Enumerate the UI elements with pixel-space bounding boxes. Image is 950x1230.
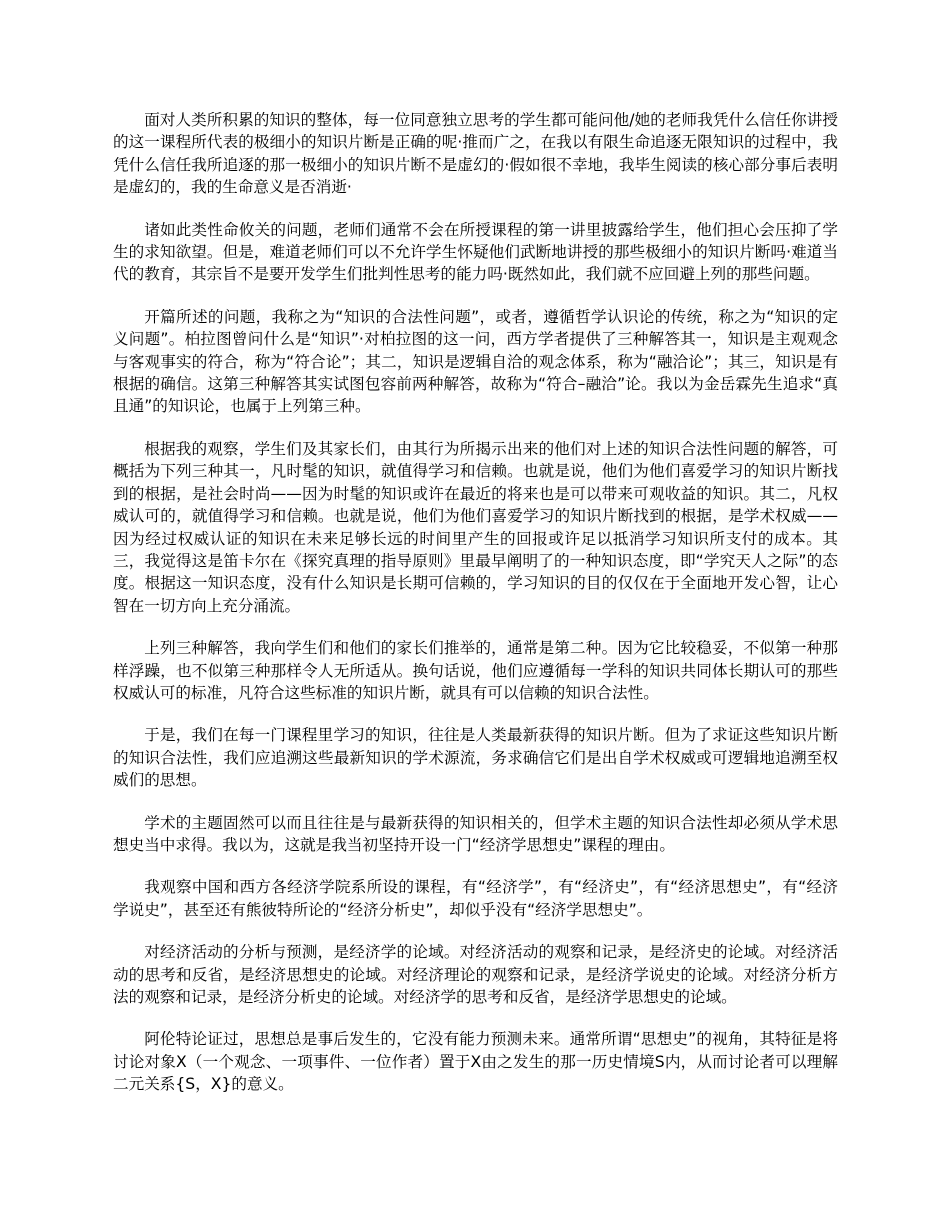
document-body xyxy=(113,109,838,1116)
paragraph-2: 诸如此类性命攸关的问题，老师们通常不会在所授课程的第一讲里披露给学生，他们担心会压抑了学生的求知欲望。但是，难道老师们可以不允许学生怀疑他们武断地讲授的那些极细小的知识片断吗·难道当代的教育，其宗旨不是要开发学生们批判性思考的能力吗·既然如此，我们就不应回避上列的那些问题。 xyxy=(113,220,838,284)
paragraph-1: 面对人类所积累的知识的整体，每一位同意独立思考的学生都可能问他/她的老师我凭什么信任你讲授的这一课程所代表的极细小的知识片断是正确的呢·推而广之，在我以有限生命追逐无限知识的过程中，我凭什么信任我所追逐的那一极细小的知识片断不是虚幻的·假如很不幸地，我毕生阅读的核心部分事后表明是虚幻的，我的生命意义是否消逝· xyxy=(113,111,838,197)
paragraph-10: 阿伦特论证过，思想总是事后发生的，它没有能力预测未来。通常所谓“思想史”的视角，其特征是将讨论对象X（一个观念、一项事件、一位作者）置于X由之发生的那一历史情境S内，从而讨论者可以理解二元关系{S，X}的意义。 xyxy=(113,1030,838,1094)
paragraph-6: 于是，我们在每一门课程里学习的知识，往往是人类最新获得的知识片断。但为了求证这些知识片断的知识合法性，我们应追溯这些最新知识的学术源流，务求确信它们是出自学术权威或可逻辑地追溯至权威们的思想。 xyxy=(113,726,838,790)
paragraph-3: 开篇所述的问题，我称之为“知识的合法性问题”，或者，遵循哲学认识论的传统，称之为“知识的定义问题”。柏拉图曾问什么是“知识”·对柏拉图的这一问，西方学者提供了三种解答其一，知识是主观观念与客观事实的符合，称为“符合论”；其二，知识是逻辑自洽的观念体系，称为“融洽论”；其三，知识是有根据的确信。这第三种解答其实试图包容前两种解答，故称为“符合–融洽”论。我以为金岳霖先生追求“真且通”的知识论，也属于上列第三种。 xyxy=(113,307,838,416)
paragraph-7: 学术的主题固然可以而且往往是与最新获得的知识相关的，但学术主题的知识合法性却必须从学术思想史当中求得。我以为，这就是我当初坚持开设一门“经济学思想史”课程的理由。 xyxy=(113,813,838,854)
paragraph-5: 上列三种解答，我向学生们和他们的家长们推举的，通常是第二种。因为它比较稳妥，不似第一种那样浮躁，也不似第三种那样令人无所适从。换句话说，他们应遵循每一学科的知识共同体长期认可的那些权威认可的标准，凡符合这些标准的知识片断，就具有可以信赖的知识合法性。 xyxy=(113,639,838,702)
paragraph-9: 对经济活动的分析与预测，是经济学的论域。对经济活动的观察和记录，是经济史的论域。对经济活动的思考和反省，是经济思想史的论域。对经济理论的观察和记录，是经济学说史的论域。对经济分析方法的观察和记录，是经济分析史的论域。对经济学的思考和反省，是经济学思想史的论域。 xyxy=(113,943,838,1006)
paragraph-4: 根据我的观察，学生们及其家长们，由其行为所揭示出来的他们对上述的知识合法性问题的解答，可概括为下列三种其一，凡时髦的知识，就值得学习和信赖。也就是说，他们为他们喜爱学习的知识片断找到的根据，是社会时尚——因为时髦的知识或许在最近的将来也是可以带来可观收益的知识。其二，凡权威认可的，就值得学习和信赖。也就是说，他们为他们喜爱学习的知识片断找到的根据，是学术权威——因为经过权威认证的知识在未来足够长远的时间里产生的回报或许足以抵消学习知识所支付的成本。其三，我觉得这是笛卡尔在《探究真理的指导原则》里最早阐明了的一种知识态度，即“学究天人之际”的态度。根据这一知识态度，没有什么知识是长期可信赖的，学习知识的目的仅仅在于全面地开发心智，让心智在一切方向上充分涌流。 xyxy=(113,439,838,615)
paragraph-8: 我观察中国和西方各经济学院系所设的课程，有“经济学”，有“经济史”，有“经济思想史”，有“经济学说史”，甚至还有熊彼特所论的“经济分析史”，却似乎没有“经济学思想史”。 xyxy=(113,878,838,919)
